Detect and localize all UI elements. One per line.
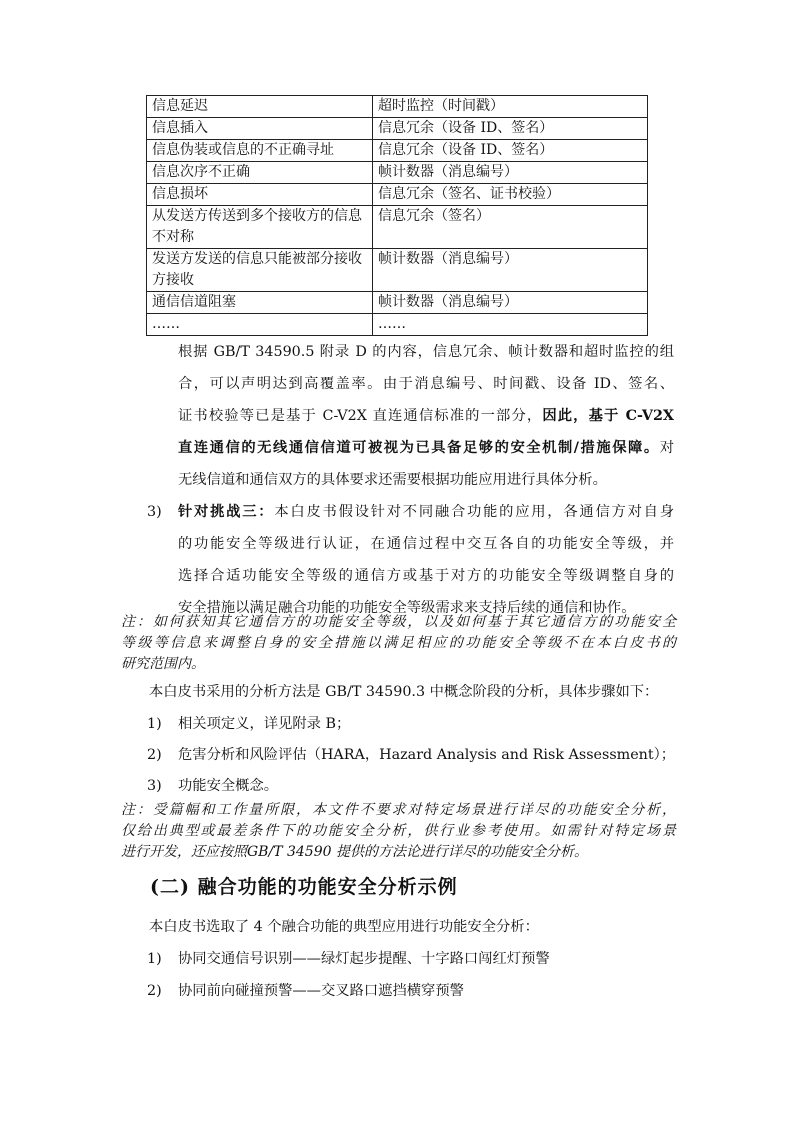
mechanism-cell: 超时监控（时间戳）: [373, 96, 648, 118]
note-line: 研究范围内。: [121, 656, 205, 672]
note-scope: [121, 612, 676, 675]
mechanism-cell: 信息冗余（设备 ID、签名）: [373, 118, 648, 140]
mechanism-cell: 帧计数器（消息编号）: [373, 162, 648, 184]
text-line: [178, 432, 674, 464]
note-line: 注：如何获知其它通信方的功能安全等级，以及如何基于其它通信方的功能安全: [121, 614, 676, 630]
table-row: [147, 314, 648, 336]
step-text: 危害分析和风险评估（HARA，Hazard Analysis and Risk Assessment）；: [178, 747, 676, 763]
table-row: [147, 292, 648, 314]
bold-text: 针对挑战三：: [178, 504, 275, 520]
bold-text: 直连通信的无线通信信道可被视为已具备足够的安全机制/措施保障。: [178, 440, 660, 456]
section-intro: 本白皮书选取了 4 个融合功能的典型应用进行功能安全分析：: [149, 919, 539, 935]
step-text: 功能安全概念。: [178, 778, 279, 794]
method-intro: 本白皮书采用的分析方法是 GB/T 34590.3 中概念阶段的分析，具体步骤如下：: [149, 684, 659, 700]
text-span: 对: [659, 440, 674, 456]
failure-mode-cell: 从发送方传送到多个接收方的信息不对称: [147, 206, 373, 249]
mechanism-cell: ……: [373, 314, 648, 336]
table-row: [147, 162, 648, 184]
bold-text: 因此，基于 C-V2X: [542, 408, 674, 424]
text-line: 选择合适功能安全等级的通信方或基于对方的功能安全等级调整自身的: [178, 568, 674, 584]
failure-mode-cell: 通信信道阻塞: [147, 292, 373, 314]
mechanism-cell: 帧计数器（消息编号）: [373, 249, 648, 292]
text-line: [178, 496, 674, 528]
text-line: 合，可以声明达到高覆盖率。由于消息编号、时间戳、设备 ID、签名、: [178, 376, 674, 392]
table-row: [147, 206, 648, 249]
example-text: 协同交通信号识别——绿灯起步提醒、十字路口闯红灯预警: [178, 951, 550, 967]
failure-mode-cell: 信息次序不正确: [147, 162, 373, 184]
mechanism-cell: 信息冗余（签名、证书校验）: [373, 184, 648, 206]
failure-mode-cell: 发送方发送的信息只能被部分接收方接收: [147, 249, 373, 292]
failure-mode-cell: 信息损坏: [147, 184, 373, 206]
text-line: 无线信道和通信双方的具体要求还需要根据功能应用进行具体分析。: [178, 472, 607, 488]
text-span: 证书校验等已是基于 C-V2X 直连通信标准的一部分，: [178, 408, 543, 424]
example-number: 2): [147, 983, 162, 999]
note-line: 仅给出典型或最差条件下的功能安全分析，供行业参考使用。如需针对特定场景: [121, 823, 676, 839]
note-line: 注：受篇幅和工作量所限，本文件不要求对特定场景进行详尽的功能安全分析，: [121, 802, 676, 818]
table-row: [147, 184, 648, 206]
failure-mode-cell: 信息插入: [147, 118, 373, 140]
example-text: 协同前向碰撞预警——交叉路口遮挡横穿预警: [178, 983, 464, 999]
text-line: 安全措施以满足融合功能的功能安全等级需求来支持后续的通信和协作。: [178, 600, 636, 616]
failure-mode-cell: ……: [147, 314, 373, 336]
step-number: 3): [147, 778, 162, 794]
mechanism-cell: 信息冗余（签名）: [373, 206, 648, 249]
section-heading: (二) 融合功能的功能安全分析示例: [150, 876, 458, 898]
note-line: 等级等信息来调整自身的安全措施以满足相应的功能安全等级不在本白皮书的: [121, 635, 676, 651]
text-line: [178, 400, 674, 432]
table-row: [147, 96, 648, 118]
example-number: 1): [147, 951, 162, 967]
note-scope-limit: [121, 800, 676, 863]
failure-mode-cell: 信息延迟: [147, 96, 373, 118]
failure-mode-cell: 信息伪装或信息的不正确寻址: [147, 140, 373, 162]
text-line: 的功能安全等级进行认证，在通信过程中交互各自的功能安全等级，并: [178, 536, 674, 552]
step-number: 1): [147, 716, 162, 732]
list-number: 3): [147, 504, 162, 520]
table-row: [147, 118, 648, 140]
step-number: 2): [147, 747, 162, 763]
safety-mechanism-table: [146, 95, 648, 336]
mechanism-cell: 帧计数器（消息编号）: [373, 292, 648, 314]
table-row: [147, 140, 648, 162]
note-line: 进行开发，还应按照GB/T 34590 提供的方法论进行详尽的功能安全分析。: [121, 844, 588, 860]
table-row: [147, 249, 648, 292]
text-span: 本白皮书假设针对不同融合功能的应用，各通信方对自身: [274, 504, 675, 520]
mechanism-cell: 信息冗余（设备 ID、签名）: [373, 140, 648, 162]
text-line: 根据 GB/T 34590.5 附录 D 的内容，信息冗余、帧计数器和超时监控的组: [178, 344, 674, 360]
step-text: 相关项定义，详见附录 B；: [178, 716, 351, 732]
